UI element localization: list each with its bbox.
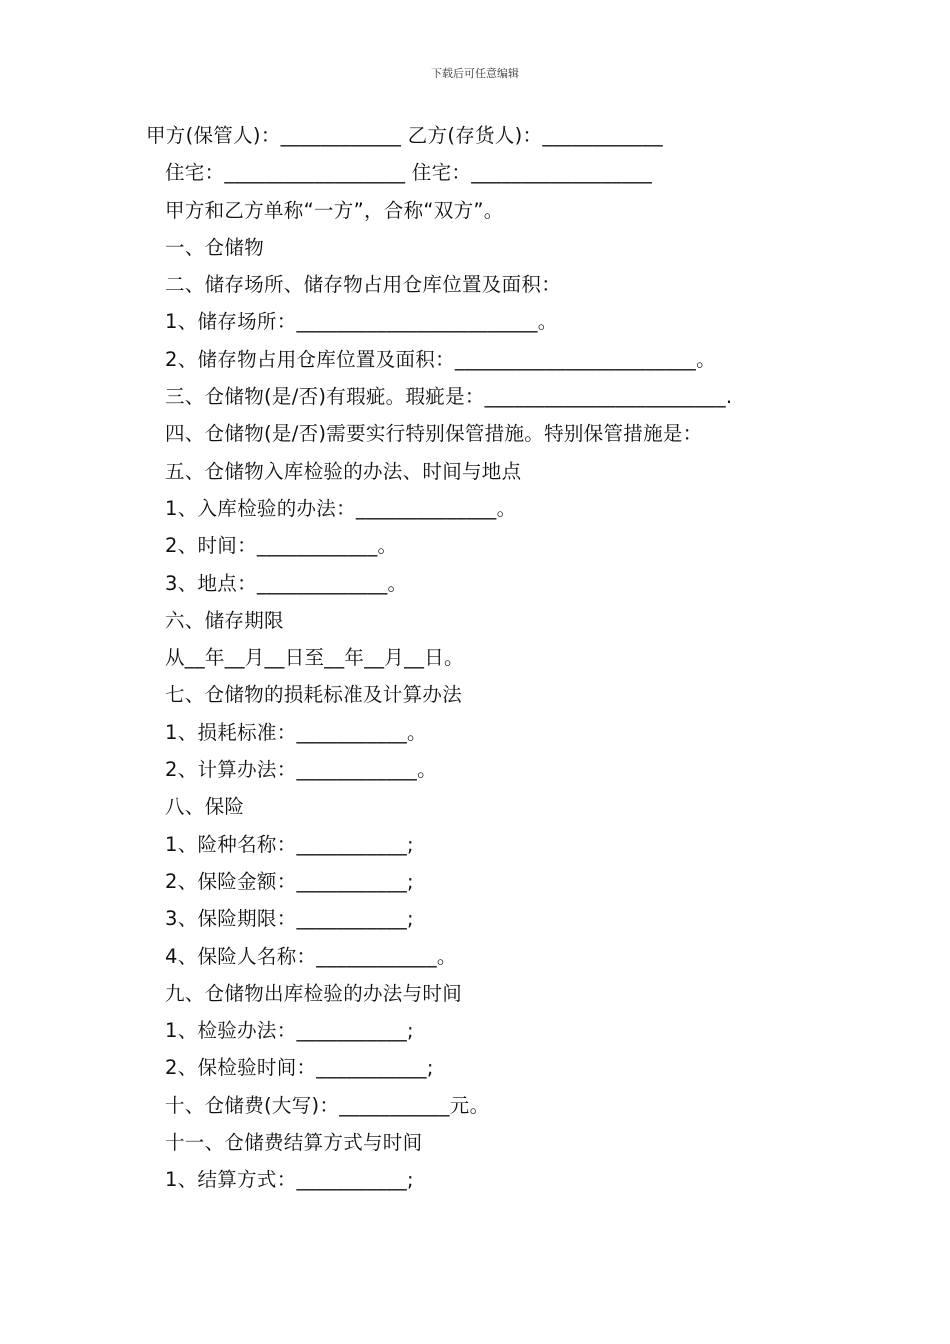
contract-body xyxy=(146,117,846,1199)
section-heading: 六、储存期限 xyxy=(165,608,284,632)
clause-item: 4、保险人名称：____________。 xyxy=(165,944,457,968)
party-line: 甲方(保管人)：____________ 乙方(存货人)：____________ xyxy=(146,124,663,147)
clause-item: 2、保检验时间：___________; xyxy=(165,1056,434,1080)
section-heading: 十、仓储费(大写)：___________元。 xyxy=(165,1093,490,1117)
section-heading: 二、储存场所、储存物占用仓库位置及面积： xyxy=(165,273,562,297)
paragraph: 甲方和乙方单称“一方”，合称“双方”。 xyxy=(165,198,504,222)
clause-item: 2、保险金额：___________; xyxy=(165,869,414,893)
clause-item: 3、保险期限：___________; xyxy=(165,907,414,931)
clause-item: 1、结算方式：___________; xyxy=(165,1168,414,1192)
section-heading: 三、仓储物(是/否)有瑕疵。瑕疵是：________________________. xyxy=(165,385,733,409)
clause-item: 1、险种名称：___________; xyxy=(165,832,414,856)
clause-item: 1、检验办法：___________; xyxy=(165,1019,414,1043)
clause-item: 2、计算办法：____________。 xyxy=(165,758,437,782)
clause-item: 3、地点：_____________。 xyxy=(165,571,408,595)
clause-item: 2、储存物占用仓库位置及面积：________________________。 xyxy=(165,347,716,371)
section-heading: 十一、仓储费结算方式与时间 xyxy=(165,1131,423,1155)
section-heading: 七、仓储物的损耗标准及计算办法 xyxy=(165,683,463,707)
section-heading: 九、仓储物出库检验的办法与时间 xyxy=(165,981,463,1005)
clause-item: 1、储存场所：________________________。 xyxy=(165,310,558,334)
section-heading: 一、仓储物 xyxy=(165,235,265,259)
page-header-note: 下载后可任意编辑 xyxy=(431,67,519,80)
address-line: 住宅：__________________ 住宅：__________________ xyxy=(165,161,653,185)
clause-item: 从__年__月__日至__年__月__日。 xyxy=(165,646,464,670)
clause-item: 2、时间：____________。 xyxy=(165,534,398,558)
section-heading: 四、仓储物(是/否)需要实行特别保管措施。特别保管措施是： xyxy=(165,422,703,446)
clause-item: 1、损耗标准：___________。 xyxy=(165,720,427,744)
section-heading: 八、保险 xyxy=(165,795,245,819)
section-heading: 五、仓储物入库检验的办法、时间与地点 xyxy=(165,459,522,483)
clause-item: 1、入库检验的办法：______________。 xyxy=(165,496,517,520)
